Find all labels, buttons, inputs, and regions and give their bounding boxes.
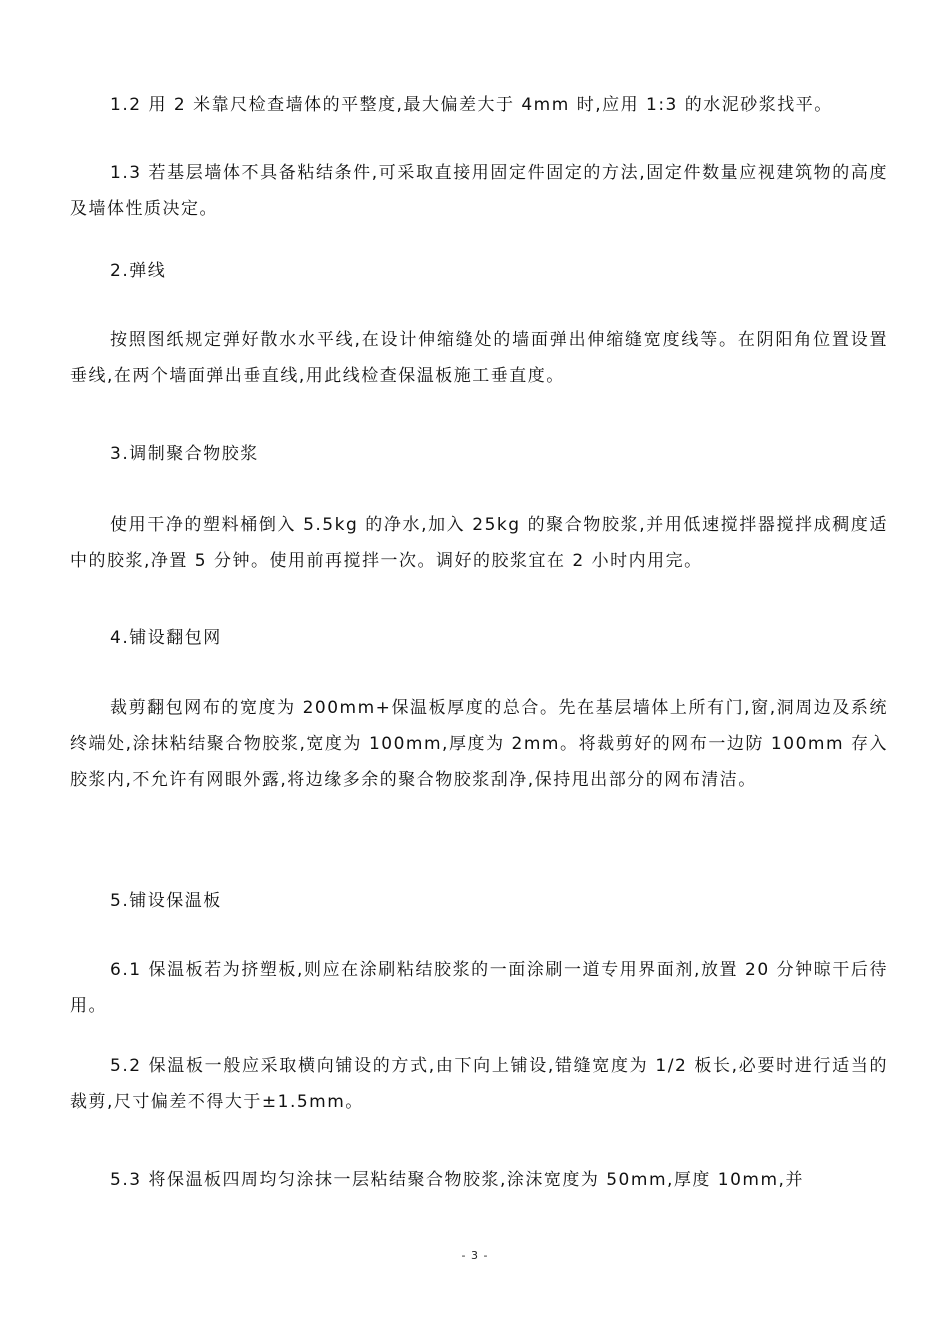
paragraph-5-3: 5.3 将保温板四周均匀涂抹一层粘结聚合物胶浆,涂沫宽度为 50mm,厚度 10mm,并 xyxy=(110,1170,804,1190)
paragraph-2: 按照图纸规定弹好散水水平线,在设计伸缩缝处的墙面弹出伸缩缝宽度线等。在阴阳角位置设置垂线,在两个墙面弹出垂直线,用此线检查保温板施工垂直度。 xyxy=(70,330,888,386)
paragraph-1-2: 1.2 用 2 米靠尺检查墙体的平整度,最大偏差大于 4mm 时,应用 1:3 的水泥砂浆找平。 xyxy=(110,95,833,115)
paragraph-6-1: 6.1 保温板若为挤塑板,则应在涂刷粘结胶浆的一面涂刷一道专用界面剂,放置 20 分钟晾干后待用。 xyxy=(70,960,888,1016)
paragraph-4: 裁剪翻包网布的宽度为 200mm+保温板厚度的总合。先在基层墙体上所有门,窗,洞周边及系统终端处,涂抹粘结聚合物胶浆,宽度为 100mm,厚度为 2mm。将裁剪好的网布一边防 100mm 存入胶浆内,不允许有网眼外露,将边缘多余的聚合物胶浆刮净,保持甩出部分的网布清洁。 xyxy=(70,698,888,790)
heading-2: 2.弹线 xyxy=(110,261,167,281)
heading-5: 5.铺设保温板 xyxy=(110,891,222,911)
page-number: - 3 - xyxy=(461,1249,489,1262)
heading-3: 3.调制聚合物胶浆 xyxy=(110,444,259,464)
paragraph-3: 使用干净的塑料桶倒入 5.5kg 的净水,加入 25kg 的聚合物胶浆,并用低速搅拌器搅拌成稠度适中的胶浆,净置 5 分钟。使用前再搅拌一次。调好的胶浆宜在 2 小时内用完。 xyxy=(70,515,888,571)
paragraph-1-3: 1.3 若基层墙体不具备粘结条件,可采取直接用固定件固定的方法,固定件数量应视建筑物的高度及墙体性质决定。 xyxy=(70,163,888,219)
paragraph-5-2: 5.2 保温板一般应采取横向铺设的方式,由下向上铺设,错缝宽度为 1/2 板长,必要时进行适当的裁剪,尺寸偏差不得大于±1.5mm。 xyxy=(70,1056,888,1112)
heading-4: 4.铺设翻包网 xyxy=(110,628,222,648)
